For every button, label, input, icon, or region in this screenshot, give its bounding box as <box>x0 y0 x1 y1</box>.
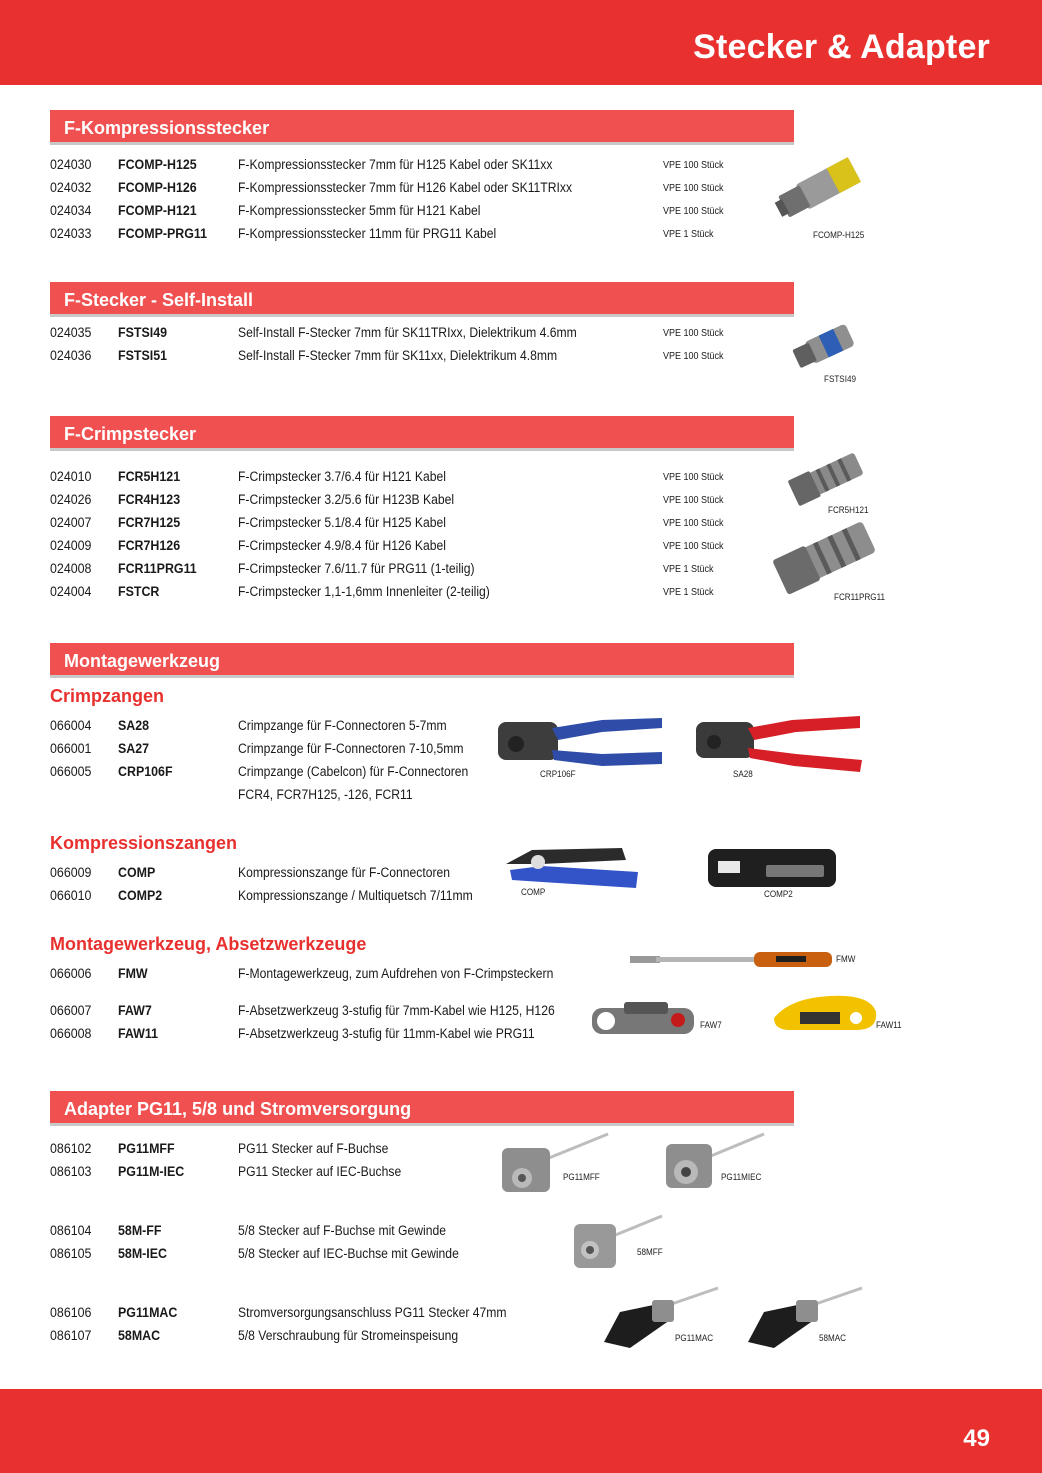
product-code: FCOMP-H121 <box>118 203 197 218</box>
article-number: 086107 <box>50 1328 92 1343</box>
product-code: CRP106F <box>118 764 173 779</box>
pg11mff-adapter-image <box>494 1130 614 1200</box>
product-code: FAW11 <box>118 1026 159 1041</box>
section-title: F-Stecker - Self-Install <box>64 290 254 310</box>
article-number: 086103 <box>50 1164 92 1179</box>
article-number: 024030 <box>50 157 92 172</box>
product-description: Kompressionszange / Multiquetsch 7/11mm <box>238 888 473 903</box>
article-number: 024008 <box>50 561 92 576</box>
image-caption: FCR5H121 <box>828 505 869 515</box>
product-code: 58M-FF <box>118 1223 162 1238</box>
packing-unit: VPE 1 Stück <box>663 229 714 240</box>
crp106f-crimp-tool-image <box>492 712 664 774</box>
product-code: FSTSI49 <box>118 325 168 340</box>
article-number: 024035 <box>50 325 92 340</box>
sa28-crimp-tool-image <box>692 712 864 774</box>
product-description: F-Absetzwerkzeug 3-stufig für 11mm-Kabel wie PRG11 <box>238 1026 535 1041</box>
subsection-title-montagewerkzeug: Montagewerkzeug, Absetzwerkzeuge <box>50 934 367 954</box>
product-description: Crimpzange (Cabelcon) für F-Connectoren <box>238 764 469 779</box>
article-number: 066006 <box>50 966 92 981</box>
packing-unit: VPE 100 Stück <box>663 472 724 483</box>
product-code: PG11MAC <box>118 1305 178 1320</box>
page-number: 49 <box>963 1425 990 1452</box>
product-description: Crimpzange für F-Connectoren 5-7mm <box>238 718 447 733</box>
fcr11prg11-connector-image <box>768 518 883 598</box>
image-caption: SA28 <box>733 769 753 779</box>
product-code: FCR4H123 <box>118 492 181 507</box>
article-number: 086106 <box>50 1305 92 1320</box>
article-number: 024033 <box>50 226 92 241</box>
image-caption: FAW7 <box>700 1020 722 1030</box>
fcr5h121-connector-image <box>782 448 872 508</box>
footer-bar <box>0 1389 1042 1473</box>
packing-unit: VPE 100 Stück <box>663 351 724 362</box>
product-code: FCR5H121 <box>118 469 181 484</box>
image-caption: FAW11 <box>876 1020 902 1030</box>
pg11miec-adapter-image <box>660 1130 770 1192</box>
packing-unit: VPE 100 Stück <box>663 495 724 506</box>
product-code: FCR7H125 <box>118 515 181 530</box>
product-description: F-Crimpstecker 5.1/8.4 für H125 Kabel <box>238 515 446 530</box>
fcomp-connector-image <box>770 150 870 230</box>
page-title: Stecker & Adapter <box>693 28 990 66</box>
product-code: FAW7 <box>118 1003 152 1018</box>
section-header-fcr <box>50 416 794 451</box>
product-description: FCR4, FCR7H125, -126, FCR11 <box>238 787 413 802</box>
article-number: 024010 <box>50 469 92 484</box>
article-number: 066009 <box>50 865 92 880</box>
product-code: SA27 <box>118 741 150 756</box>
image-caption: FCOMP-H125 <box>813 230 865 240</box>
article-number: 066001 <box>50 741 92 756</box>
product-code: FMW <box>118 966 148 981</box>
packing-unit: VPE 100 Stück <box>663 183 724 194</box>
article-number: 024034 <box>50 203 92 218</box>
product-description: Kompressionszange für F-Connectoren <box>238 865 451 880</box>
product-code: PG11MFF <box>118 1141 175 1156</box>
article-number: 024036 <box>50 348 92 363</box>
image-caption: COMP <box>521 887 546 897</box>
section-title: Montagewerkzeug <box>64 651 221 671</box>
product-description: F-Absetzwerkzeug 3-stufig für 7mm-Kabel wie H125, H126 <box>238 1003 555 1018</box>
section-header-fstsi <box>50 282 794 317</box>
section-title: Adapter PG11, 5/8 und Stromversorgung <box>64 1099 412 1119</box>
article-number: 066008 <box>50 1026 92 1041</box>
article-number: 024032 <box>50 180 92 195</box>
fmw-mounting-tool-image <box>626 946 836 972</box>
faw7-stripping-tool-image <box>590 996 696 1038</box>
product-code: FCOMP-H125 <box>118 157 197 172</box>
product-description: F-Crimpstecker 4.9/8.4 für H126 Kabel <box>238 538 446 553</box>
product-description: PG11 Stecker auf IEC-Buchse <box>238 1164 402 1179</box>
product-description: F-Montagewerkzeug, zum Aufdrehen von F-Crimpsteckern <box>238 966 554 981</box>
product-code: FSTCR <box>118 584 160 599</box>
image-caption: COMP2 <box>764 889 793 899</box>
58mff-adapter-image <box>568 1212 664 1272</box>
image-caption: PG11MFF <box>563 1172 600 1182</box>
image-caption: FCR11PRG11 <box>834 592 886 602</box>
product-description: Stromversorgungsanschluss PG11 Stecker 47mm <box>238 1305 507 1320</box>
article-number: 066005 <box>50 764 92 779</box>
packing-unit: VPE 100 Stück <box>663 541 724 552</box>
comp2-compression-tool-image <box>706 845 838 891</box>
product-description: 5/8 Verschraubung für Stromeinspeisung <box>238 1328 459 1343</box>
product-code: 58M-IEC <box>118 1246 168 1261</box>
product-code: COMP <box>118 865 156 880</box>
article-number: 066010 <box>50 888 92 903</box>
product-description: F-Kompressionsstecker 7mm für H126 Kabel oder SK11TRIxx <box>238 180 573 195</box>
product-code: FCR7H126 <box>118 538 181 553</box>
section-header-adapter <box>50 1091 794 1126</box>
section-title: F-Crimpstecker <box>64 424 197 444</box>
fstsi-connector-image <box>788 320 863 375</box>
product-code: FCR11PRG11 <box>118 561 197 576</box>
product-description: F-Crimpstecker 1,1-1,6mm Innenleiter (2-teilig) <box>238 584 490 599</box>
image-caption: PG11MIEC <box>721 1172 762 1182</box>
packing-unit: VPE 100 Stück <box>663 518 724 529</box>
product-description: F-Kompressionsstecker 11mm für PRG11 Kabel <box>238 226 497 241</box>
article-number: 024004 <box>50 584 92 599</box>
article-number: 024007 <box>50 515 92 530</box>
product-description: F-Kompressionsstecker 5mm für H121 Kabel <box>238 203 481 218</box>
packing-unit: VPE 100 Stück <box>663 160 724 171</box>
product-description: PG11 Stecker auf F-Buchse <box>238 1141 389 1156</box>
image-caption: FSTSI49 <box>824 374 856 384</box>
product-code: COMP2 <box>118 888 163 903</box>
product-description: Crimpzange für F-Connectoren 7-10,5mm <box>238 741 464 756</box>
product-description: F-Kompressionsstecker 7mm für H125 Kabel oder SK11xx <box>238 157 553 172</box>
image-caption: CRP106F <box>540 769 576 779</box>
product-code: FCOMP-H126 <box>118 180 197 195</box>
subsection-title-crimpzangen: Crimpzangen <box>50 686 165 706</box>
product-code: SA28 <box>118 718 150 733</box>
article-number: 086104 <box>50 1223 92 1238</box>
product-description: 5/8 Stecker auf IEC-Buchse mit Gewinde <box>238 1246 459 1261</box>
product-description: F-Crimpstecker 3.7/6.4 für H121 Kabel <box>238 469 446 484</box>
product-code: FSTSI51 <box>118 348 168 363</box>
header-bar <box>0 0 1042 85</box>
product-description: 5/8 Stecker auf F-Buchse mit Gewinde <box>238 1223 446 1238</box>
article-number: 086102 <box>50 1141 92 1156</box>
image-caption: 58MFF <box>637 1247 663 1257</box>
article-number: 066007 <box>50 1003 92 1018</box>
subsection-title-kompressionszangen: Kompressionszangen <box>50 833 238 853</box>
product-code: 58MAC <box>118 1328 161 1343</box>
section-header-fcomp <box>50 110 794 145</box>
image-caption: 58MAC <box>819 1333 847 1343</box>
article-number: 024009 <box>50 538 92 553</box>
section-header-tools <box>50 643 794 678</box>
product-code: FCOMP-PRG11 <box>118 226 208 241</box>
image-caption: FMW <box>836 954 856 964</box>
article-number: 066004 <box>50 718 92 733</box>
product-description: Self-Install F-Stecker 7mm für SK11xx, Dielektrikum 4.8mm <box>238 348 558 363</box>
product-description: F-Crimpstecker 3.2/5.6 für H123B Kabel <box>238 492 455 507</box>
section-title: F-Kompressionsstecker <box>64 118 270 138</box>
product-description: F-Crimpstecker 7.6/11.7 für PRG11 (1-teilig) <box>238 561 475 576</box>
faw11-stripping-tool-image <box>770 990 880 1034</box>
packing-unit: VPE 100 Stück <box>663 206 724 217</box>
packing-unit: VPE 1 Stück <box>663 564 714 575</box>
article-number: 086105 <box>50 1246 92 1261</box>
image-caption: PG11MAC <box>675 1333 714 1343</box>
packing-unit: VPE 100 Stück <box>663 328 724 339</box>
product-description: Self-Install F-Stecker 7mm für SK11TRIxx, Dielektrikum 4.6mm <box>238 325 577 340</box>
comp-compression-tool-image <box>502 842 642 892</box>
packing-unit: VPE 1 Stück <box>663 587 714 598</box>
article-number: 024026 <box>50 492 92 507</box>
product-code: PG11M-IEC <box>118 1164 185 1179</box>
